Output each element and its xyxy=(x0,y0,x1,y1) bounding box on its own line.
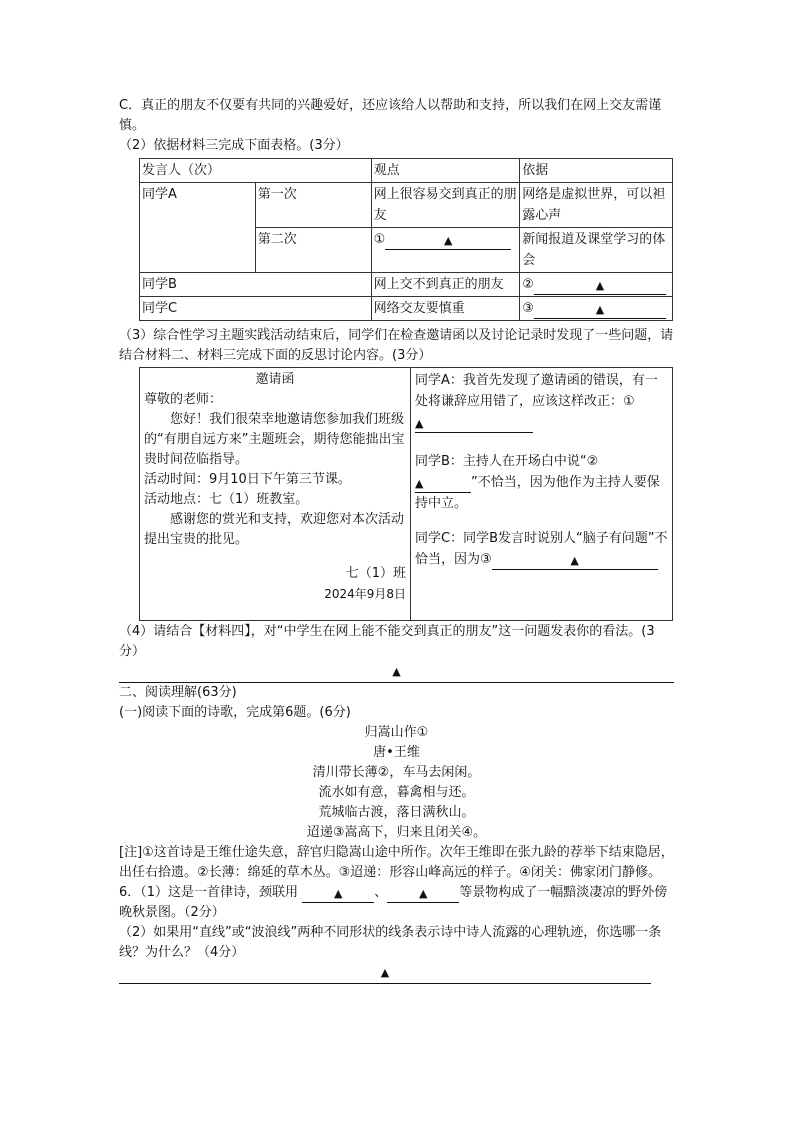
triangle-icon: ▲ xyxy=(380,966,390,979)
question-4: （4）请结合【材料四】，对“中学生在网上能不能交到真正的朋友”这一问题发表你的看法。(3分） xyxy=(119,624,655,659)
discussion-c-text: 同学C：同学B发言时说别人“脑子有问题”不恰当，因为③ xyxy=(415,531,668,567)
page xyxy=(119,96,674,156)
triangle-icon: ▲ xyxy=(595,303,605,316)
poem-line: 荒城临古渡，落日满秋山。 xyxy=(318,805,475,820)
blank-number: ② xyxy=(522,277,534,292)
speaker-c-view: 网络交友要慎重 xyxy=(371,297,520,321)
answer-blank-2[interactable] xyxy=(534,278,666,295)
speaker-a: 同学A xyxy=(140,183,256,273)
table-header-basis: 依据 xyxy=(520,159,673,183)
invitation-signature: 七（1）班 xyxy=(345,566,406,581)
poem-line: 迢递③嵩高下，归来且闭关④。 xyxy=(306,825,487,840)
invitation-title: 邀请函 xyxy=(255,372,295,387)
question-2: （2）依据材料三完成下面表格。(3分） xyxy=(119,138,349,153)
invitation-table xyxy=(139,367,673,621)
discussion-a xyxy=(415,370,668,433)
discussion-b-text-1: 同学B：主持人在开场白中说“② xyxy=(415,454,599,469)
speaker-b-basis xyxy=(520,273,673,297)
discussion-a-text: 同学A：我首先发现了邀请函的错误，有一处将谦辞应用错了，应该这样改正：① xyxy=(415,373,658,409)
question-6-2: （2）如果用“直线”或“波浪线”两种不同形状的线条表示诗中诗人流露的心理轨迹，你选哪一条线？为什么？（4分） xyxy=(119,925,662,960)
triangle-icon: ▲ xyxy=(392,665,401,678)
discussion-b-text-2: ”不恰当，因为他作为主持人要保持中立。 xyxy=(415,475,660,511)
poem-author: 唐•王维 xyxy=(373,745,420,760)
invitation-body-2: 感谢您的赏光和支持，欢迎您对本次活动提出宝贵的批见。 xyxy=(144,512,405,547)
blank-number: ③ xyxy=(522,301,534,316)
triangle-icon: ▲ xyxy=(415,417,424,430)
option-c: C．真正的朋友不仅要有共同的兴趣爱好，还应该给人以帮助和支持，所以我们在网上交友需谨慎。 xyxy=(119,98,662,133)
invitation-place: 活动地点：七（1）班教室。 xyxy=(144,492,309,507)
section-2-heading: 二、阅读理解(63分) xyxy=(119,685,237,700)
invitation-greeting: 尊敬的老师： xyxy=(144,392,223,407)
answer-line-4[interactable] xyxy=(119,662,674,683)
speaker-table xyxy=(139,158,673,321)
triangle-icon: ▲ xyxy=(418,887,428,900)
triangle-icon: ▲ xyxy=(444,234,453,247)
answer-blank-1[interactable] xyxy=(385,233,511,250)
table-header-view: 观点 xyxy=(371,159,520,183)
answer-blank-c[interactable] xyxy=(492,553,658,570)
blank-number: ① xyxy=(373,232,386,247)
discussion-c xyxy=(415,528,668,570)
triangle-icon: ▲ xyxy=(570,554,579,567)
poem xyxy=(119,723,674,843)
invitation-date: 2024年9月8日 xyxy=(324,587,406,601)
question-3: （3）综合性学习主题实践活动结束后，同学们在检查邀请函以及讨论记录时发现了一些问题，请结合材料二、材料三完成下面的反思讨论内容。(3分） xyxy=(119,328,674,363)
poem-line: 清川带长薄②，车马去闲闲。 xyxy=(312,765,481,780)
discussion-b xyxy=(415,451,668,514)
discussion-cell xyxy=(411,368,673,621)
question-6-1-tail: 等景物构成了一幅黯淡凄凉的野外傍晚秋景图。（2分） xyxy=(119,885,668,920)
speaker-b: 同学B xyxy=(140,273,372,297)
speaker-a-second-basis: 新闻报道及课堂学习的体会 xyxy=(520,228,673,273)
speaker-c: 同学C xyxy=(140,297,372,321)
invitation-time: 活动时间：9月10日下午第三节课。 xyxy=(144,472,351,487)
separator: 、 xyxy=(374,885,388,900)
poem-title: 归嵩山作① xyxy=(364,725,429,740)
speaker-a-first-basis: 网络是虚拟世界，可以袒露心声 xyxy=(520,183,673,228)
triangle-icon: ▲ xyxy=(415,477,424,490)
subsection-1-heading: (一)阅读下面的诗歌，完成第6题。(6分) xyxy=(119,705,351,720)
speaker-b-view: 网上交不到真正的朋友 xyxy=(371,273,520,297)
table-header-speaker: 发言人（次） xyxy=(140,159,372,183)
answer-blank-3[interactable] xyxy=(534,302,666,319)
answer-blank-a[interactable] xyxy=(415,416,533,433)
invitation-cell xyxy=(140,368,411,621)
speaker-a-second: 第二次 xyxy=(255,228,371,273)
speaker-a-first: 第一次 xyxy=(255,183,371,228)
lower-section xyxy=(119,622,674,984)
answer-blank-b[interactable] xyxy=(415,476,471,493)
answer-blank-6a[interactable] xyxy=(302,886,374,903)
answer-line-6-2[interactable] xyxy=(119,963,651,984)
speaker-a-first-view: 网上很容易交到真正的朋友 xyxy=(371,183,520,228)
speaker-c-basis xyxy=(520,297,673,321)
triangle-icon: ▲ xyxy=(595,279,605,292)
answer-blank-6b[interactable] xyxy=(387,886,459,903)
speaker-a-second-view xyxy=(371,228,520,273)
poem-note: [注]①这首诗是王维仕途失意，辞官归隐嵩山途中所作。次年王维即在张九龄的荐举下结束隐居，出任右拾遗。②长薄：绵延的草木丛。③迢递：形容山峰高远的样子。④闭关：佛家闭门静修。 xyxy=(119,845,674,880)
question-6-1 xyxy=(119,883,674,923)
question-6-1-text: 6．（1）这是一首律诗，颈联用 xyxy=(119,885,299,900)
triangle-icon: ▲ xyxy=(333,887,343,900)
poem-line: 流水如有意，暮禽相与还。 xyxy=(318,785,475,800)
invitation-body-1: 您好！我们很荣幸地邀请您参加我们班级的“有朋自远方来”主题班会，期待您能拙出宝贵时间莅临指导。 xyxy=(144,412,405,467)
